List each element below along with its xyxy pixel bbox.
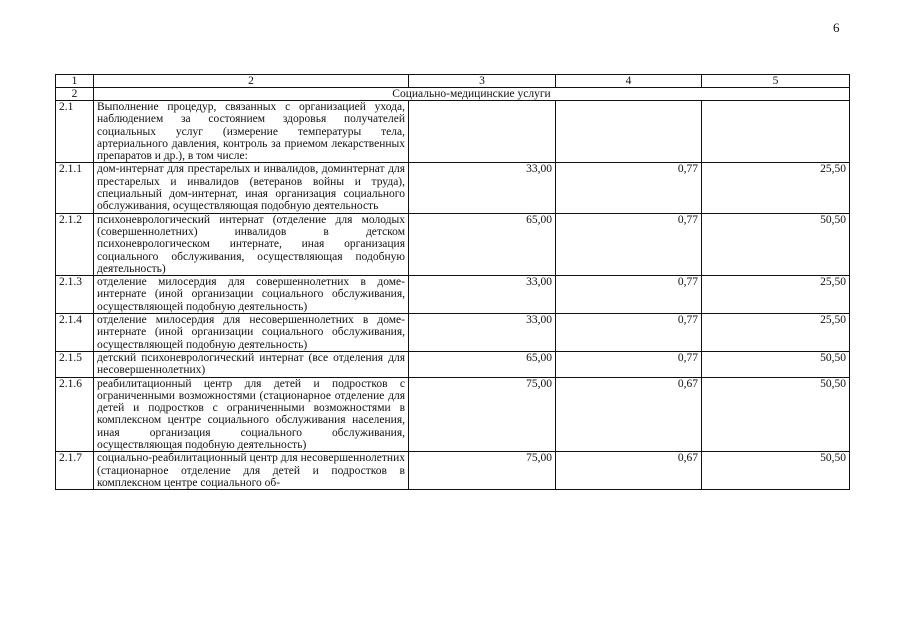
row-value-col3: 33,00 bbox=[409, 276, 556, 314]
row-description: отделение милосердия для совершеннолетних в доме-интернате (иной организации социального обслуживания, осуществляющей подобную деятельность) bbox=[94, 276, 409, 314]
row-value-col3: 65,00 bbox=[409, 351, 556, 377]
section-title: Социально-медицинские услуги bbox=[94, 88, 850, 101]
row-code: 2.1.5 bbox=[56, 351, 94, 377]
row-value-col5: 25,50 bbox=[702, 276, 850, 314]
row-value-col3: 75,00 bbox=[409, 452, 556, 490]
column-number-4: 4 bbox=[556, 75, 702, 88]
row-code: 2.1.7 bbox=[56, 452, 94, 490]
row-value-col5: 50,50 bbox=[702, 377, 850, 452]
table-row bbox=[56, 213, 850, 275]
table-row bbox=[56, 377, 850, 452]
row-value-col4: 0,77 bbox=[556, 314, 702, 352]
services-table bbox=[55, 74, 850, 490]
column-number-2: 2 bbox=[94, 75, 409, 88]
column-number-1: 1 bbox=[56, 75, 94, 88]
row-value-col5: 25,50 bbox=[702, 314, 850, 352]
row-value-col4: 0,77 bbox=[556, 351, 702, 377]
row-value-col4: 0,77 bbox=[556, 213, 702, 275]
row-value-col4: 0,67 bbox=[556, 377, 702, 452]
section-number: 2 bbox=[56, 88, 94, 101]
row-value-col5: 50,50 bbox=[702, 351, 850, 377]
row-description: детский психоневрологический интернат (все отделения для несовершеннолетних) bbox=[94, 351, 409, 377]
row-code: 2.1.2 bbox=[56, 213, 94, 275]
column-number-5: 5 bbox=[702, 75, 850, 88]
row-value-col5: 50,50 bbox=[702, 213, 850, 275]
row-code: 2.1.4 bbox=[56, 314, 94, 352]
row-value-col3: 75,00 bbox=[409, 377, 556, 452]
row-description: социально-реабилитационный центр для несовершеннолетних (стационарное отделение для детей и подростков в комплексном центре социального об- bbox=[94, 452, 409, 490]
row-value-col4: 0,67 bbox=[556, 452, 702, 490]
row-description: Выполнение процедур, связанных с организацией ухода, наблюдением за состоянием здоровья получателей социальных услуг (измерение температуры тела, артериального давления, контроль за приемом лекарственных препаратов и др.), в том числе: bbox=[94, 101, 409, 163]
table-row bbox=[56, 276, 850, 314]
page-number: 6 bbox=[833, 20, 840, 35]
row-description: отделение милосердия для несовершеннолетних в доме-интернате (иной организации социального обслуживания, осуществляющей подобную деятельность) bbox=[94, 314, 409, 352]
table-row bbox=[56, 101, 850, 163]
row-value-col3: 65,00 bbox=[409, 213, 556, 275]
row-value-col4: 0,77 bbox=[556, 276, 702, 314]
row-value-col3: 33,00 bbox=[409, 314, 556, 352]
row-description: реабилитационный центр для детей и подростков с ограниченными возможностями (стационарное отделение для детей и подростков с ограниченными возможностями в комплексном центре социального обслуживания населения, иная организация социального обслуживания, осуществляющая подобную деятельность) bbox=[94, 377, 409, 452]
row-value-col5 bbox=[702, 101, 850, 163]
table-row bbox=[56, 452, 850, 490]
row-value-col5: 25,50 bbox=[702, 163, 850, 213]
table-row bbox=[56, 314, 850, 352]
row-code: 2.1 bbox=[56, 101, 94, 163]
column-number-3: 3 bbox=[409, 75, 556, 88]
row-description: дом-интернат для престарелых и инвалидов, доминтернат для престарелых и инвалидов (ветеранов войны и труда), специальный дом-интернат, иная организация социального обслуживания, осуществляющая подобную деятельность bbox=[94, 163, 409, 213]
table-row bbox=[56, 351, 850, 377]
row-value-col3: 33,00 bbox=[409, 163, 556, 213]
row-code: 2.1.1 bbox=[56, 163, 94, 213]
row-value-col5: 50,50 bbox=[702, 452, 850, 490]
row-description: психоневрологический интернат (отделение для молодых (совершеннолетних) инвалидов в детском психоневрологическом интернате, иная организация социального обслуживания, осуществляющая подобную деятельность) bbox=[94, 213, 409, 275]
section-row bbox=[56, 88, 850, 101]
row-code: 2.1.3 bbox=[56, 276, 94, 314]
row-code: 2.1.6 bbox=[56, 377, 94, 452]
row-value-col4: 0,77 bbox=[556, 163, 702, 213]
row-value-col3 bbox=[409, 101, 556, 163]
column-number-row bbox=[56, 75, 850, 88]
table-row bbox=[56, 163, 850, 213]
row-value-col4 bbox=[556, 101, 702, 163]
